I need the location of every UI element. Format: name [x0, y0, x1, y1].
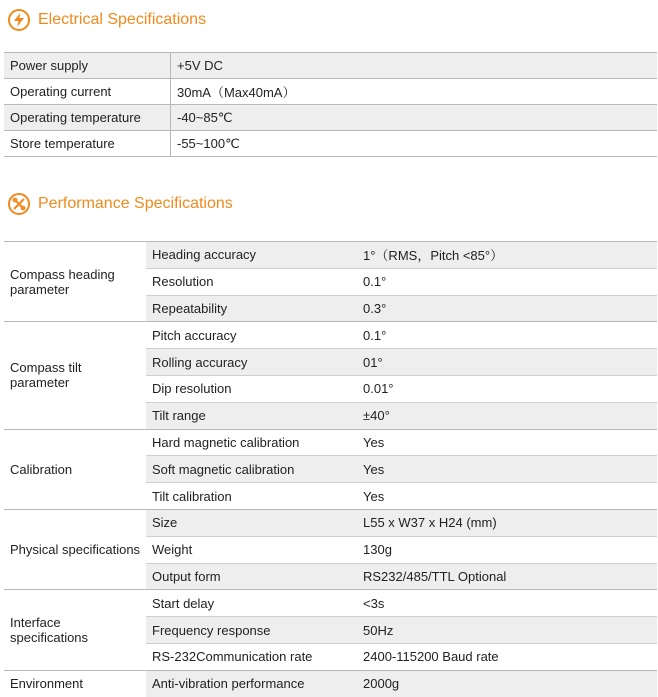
param-cell: Repeatability — [146, 295, 357, 322]
value-cell: Yes — [357, 483, 657, 510]
performance-title: Performance Specifications — [38, 195, 233, 212]
electrical-title: Electrical Specifications — [38, 11, 207, 28]
performance-header — [8, 193, 233, 215]
value-cell: 30mA（Max40mA） — [171, 79, 658, 105]
electrical-header — [8, 9, 206, 31]
group-cell: Physical specifications — [4, 509, 146, 589]
param-cell: RS-232Communication rate — [146, 643, 357, 670]
param-cell: Operating current — [4, 79, 171, 105]
value-cell: -55~100℃ — [171, 131, 658, 157]
param-cell: Store temperature — [4, 131, 171, 157]
value-cell: 2400-115200 Baud rate — [357, 643, 657, 670]
lightning-icon — [8, 9, 30, 31]
param-cell: Hard magnetic calibration — [146, 429, 357, 456]
table-row — [4, 429, 657, 456]
value-cell: 1°（RMS，Pitch <85°） — [357, 242, 657, 269]
param-cell: Size — [146, 509, 357, 536]
param-cell: Anti-vibration performance — [146, 670, 357, 696]
param-cell: Frequency response — [146, 617, 357, 644]
param-cell: Weight — [146, 536, 357, 563]
value-cell: 0.01° — [357, 375, 657, 402]
value-cell: Yes — [357, 429, 657, 456]
tools-icon — [8, 193, 30, 215]
group-cell: Calibration — [4, 429, 146, 509]
value-cell: -40~85℃ — [171, 105, 658, 131]
group-cell: Environment — [4, 670, 146, 696]
table-row — [4, 590, 657, 617]
value-cell: Yes — [357, 456, 657, 483]
param-cell: Soft magnetic calibration — [146, 456, 357, 483]
group-cell: Compass tilt parameter — [4, 322, 146, 429]
value-cell: 2000g — [357, 670, 657, 696]
value-cell: +5V DC — [171, 53, 658, 79]
param-cell: Tilt range — [146, 402, 357, 429]
param-cell: Output form — [146, 563, 357, 590]
value-cell: L55 x W37 x H24 (mm) — [357, 509, 657, 536]
performance-table — [4, 241, 657, 697]
param-cell: Resolution — [146, 268, 357, 295]
table-row — [4, 242, 657, 269]
param-cell: Dip resolution — [146, 375, 357, 402]
table-row — [4, 670, 657, 696]
group-cell: Interface specifications — [4, 590, 146, 670]
table-row — [4, 53, 657, 79]
param-cell: Tilt calibration — [146, 483, 357, 510]
table-row — [4, 322, 657, 349]
value-cell: RS232/485/TTL Optional — [357, 563, 657, 590]
table-row — [4, 105, 657, 131]
value-cell: 0.3° — [357, 295, 657, 322]
param-cell: Power supply — [4, 53, 171, 79]
group-cell: Compass heading parameter — [4, 242, 146, 322]
param-cell: Operating temperature — [4, 105, 171, 131]
value-cell: <3s — [357, 590, 657, 617]
value-cell: 50Hz — [357, 617, 657, 644]
table-row — [4, 509, 657, 536]
param-cell: Heading accuracy — [146, 242, 357, 269]
table-row — [4, 131, 657, 157]
electrical-table — [4, 52, 657, 157]
value-cell: 130g — [357, 536, 657, 563]
value-cell: ±40° — [357, 402, 657, 429]
value-cell: 01° — [357, 349, 657, 376]
value-cell: 0.1° — [357, 268, 657, 295]
param-cell: Start delay — [146, 590, 357, 617]
param-cell: Pitch accuracy — [146, 322, 357, 349]
param-cell: Rolling accuracy — [146, 349, 357, 376]
table-row — [4, 79, 657, 105]
value-cell: 0.1° — [357, 322, 657, 349]
